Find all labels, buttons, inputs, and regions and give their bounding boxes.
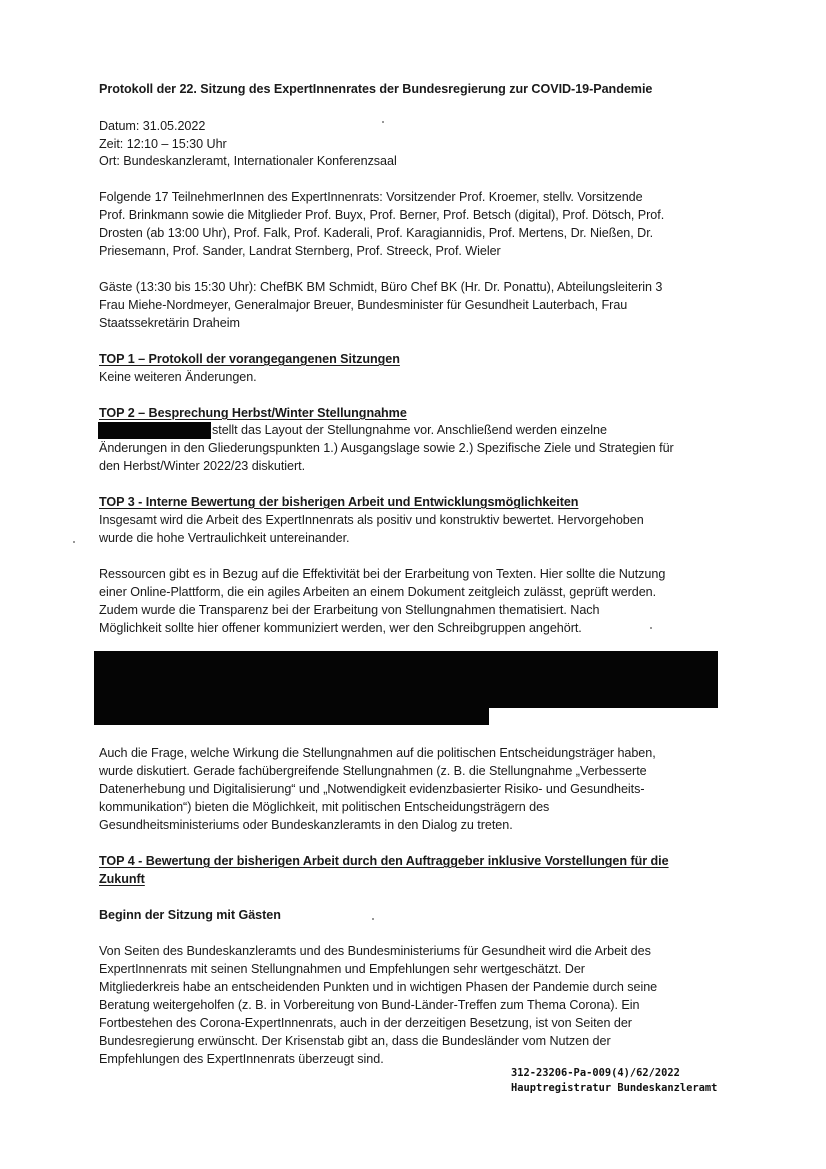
top4-text: Bundesregierung erwünscht. Der Krisenstab gibt an, dass die Bundesländer vom Nutzen der [99,1034,611,1048]
participants-line: Drosten (ab 13:00 Uhr), Prof. Falk, Prof. Kaderali, Prof. Karagiannidis, Prof. Mertens, Dr. Nießen, Dr. [99,226,654,240]
participants-line: Prof. Brinkmann sowie die Mitglieder Prof. Buyx, Prof. Berner, Prof. Betsch (digital), Prof. Dötsch, Prof. [99,208,665,222]
scan-speck [650,627,652,629]
top2-text: Änderungen in den Gliederungspunkten 1.) Ausgangslage sowie 2.) Spezifische Ziele und Strategien für [99,441,674,455]
top3-paragraph-line: Möglichkeit sollte hier offener kommuniziert werden, wer den Schreibgruppen angehört. [99,621,582,635]
meeting-time: Zeit: 12:10 – 15:30 Uhr [99,137,227,151]
redaction-bar [98,422,211,439]
top4-heading: TOP 4 - Bewertung der bisherigen Arbeit durch den Auftraggeber inklusive Vorstellungen für die [99,854,669,868]
top4-subheading: Beginn der Sitzung mit Gästen [99,908,281,922]
top2-heading: TOP 2 – Besprechung Herbst/Winter Stellungnahme [99,406,407,420]
top4-text: Empfehlungen des ExpertInnenrats überzeugt sind. [99,1052,384,1066]
top2-text: den Herbst/Winter 2022/23 diskutiert. [99,459,306,473]
top2-text: stellt das Layout der Stellungnahme vor. Anschließend werden einzelne [212,423,607,437]
top3-paragraph-line: Datenerhebung und Digitalisierung“ und „Notwendigkeit evidenzbasierter Risiko- und Gesundheits- [99,782,645,796]
guests-line: Staatssekretärin Draheim [99,316,240,330]
meeting-date: Datum: 31.05.2022 [99,119,206,133]
top4-heading: Zukunft [99,872,145,886]
top3-paragraph-line: einer Online-Plattform, die ein agiles Arbeiten an einem Dokument zeitgleich zulässt, geprüft werden. [99,585,657,599]
top4-text: Beratung weitergeholfen (z. B. in Vorbereitung von Bund-Länder-Treffen zum Thema Corona). Ein [99,998,640,1012]
registry-stamp-label: Hauptregistratur Bundeskanzleramt [511,1082,718,1094]
scan-speck [73,541,75,543]
top3-paragraph-line: Zudem wurde die Transparenz bei der Erarbeitung von Stellungnahmen thematisiert. Nach [99,603,600,617]
guests-line: Frau Miehe-Nordmeyer, Generalmajor Breuer, Bundesminister für Gesundheit Lauterbach, Frau [99,298,628,312]
participants-line: Priesemann, Prof. Sander, Landrat Sternberg, Prof. Streeck, Prof. Wieler [99,244,501,258]
top3-heading: TOP 3 - Interne Bewertung der bisherigen Arbeit und Entwicklungsmöglichkeiten [99,495,579,509]
redaction-block [94,705,489,725]
top3-paragraph-line: wurde diskutiert. Gerade fachübergreifende Stellungnahmen (z. B. die Stellungnahme „Verbesserte [99,764,647,778]
meeting-place: Ort: Bundeskanzleramt, Internationaler Konferenzsaal [99,154,397,168]
top3-paragraph-line: Auch die Frage, welche Wirkung die Stellungnahmen auf die politischen Entscheidungsträger haben, [99,746,656,760]
scan-speck [372,918,374,920]
participants-line: Folgende 17 TeilnehmerInnen des ExpertInnenrats: Vorsitzender Prof. Kroemer, stellv. Vorsitzende [99,190,643,204]
scan-speck [382,121,384,123]
top4-text: Mitgliederkreis habe an entscheidenden Punkten und in wichtigen Phasen der Pandemie durch seine [99,980,658,994]
top4-text: Fortbestehen des Corona-ExpertInnenrats, auch in der derzeitigen Besetzung, ist von Seiten der [99,1016,632,1030]
top3-paragraph-line: Insgesamt wird die Arbeit des ExpertInnenrats als positiv und konstruktiv bewertet. Hervorgehoben [99,513,644,527]
top3-paragraph-line: kommunikation“) bieten die Möglichkeit, mit politischen Entscheidungsträgern des [99,800,550,814]
top1-text: Keine weiteren Änderungen. [99,370,257,384]
top3-paragraph-line: wurde die hohe Vertraulichkeit untereinander. [99,531,350,545]
top1-heading: TOP 1 – Protokoll der vorangegangenen Sitzungen [99,352,400,366]
registry-stamp-number: 312-23206-Pa-009(4)/62/2022 [511,1067,680,1079]
document-title: Protokoll der 22. Sitzung des ExpertInnenrates der Bundesregierung zur COVID-19-Pandemie [99,82,653,96]
top4-text: Von Seiten des Bundeskanzleramts und des Bundesministeriums für Gesundheit wird die Arbeit des [99,944,651,958]
top4-text: ExpertInnenrats mit seinen Stellungnahmen und Empfehlungen sehr wertgeschätzt. Der [99,962,585,976]
top3-paragraph-line: Gesundheitsministeriums oder Bundeskanzleramts in den Dialog zu treten. [99,818,513,832]
top3-paragraph-line: Ressourcen gibt es in Bezug auf die Effektivität bei der Erarbeitung von Texten. Hier sollte die Nutzung [99,567,666,581]
guests-line: Gäste (13:30 bis 15:30 Uhr): ChefBK BM Schmidt, Büro Chef BK (Hr. Dr. Ponattu), Abteilungsleiterin 3 [99,280,663,294]
redaction-block [94,651,718,708]
